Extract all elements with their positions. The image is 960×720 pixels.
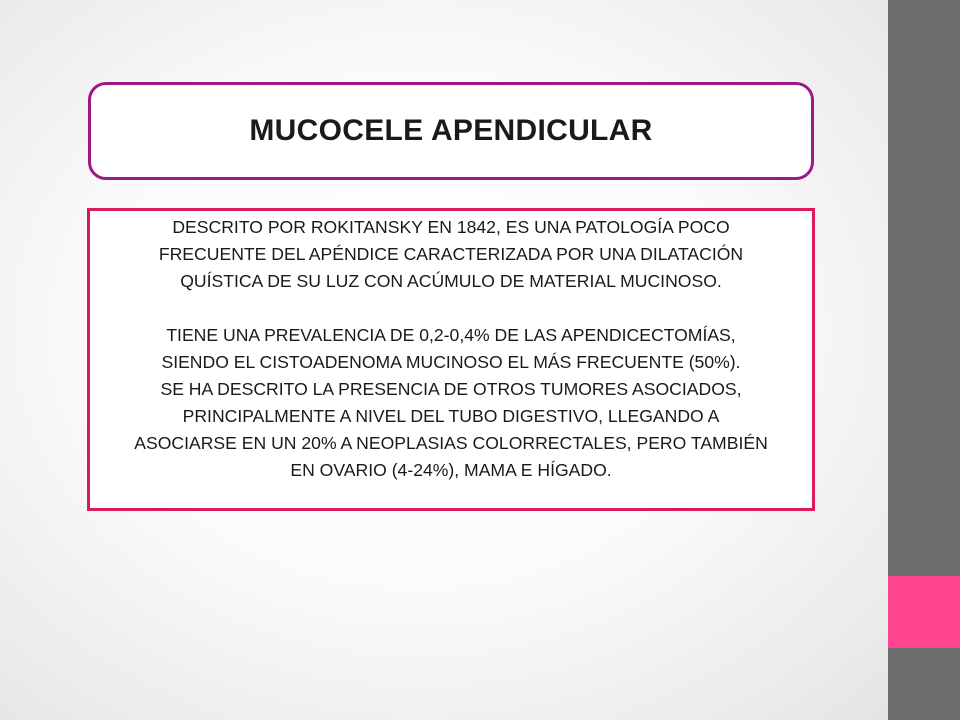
text-line: EN OVARIO (4-24%), MAMA E HÍGADO. — [290, 460, 612, 480]
text-line: QUÍSTICA DE SU LUZ CON ACÚMULO DE MATERIAL MUCINOSO. — [180, 271, 722, 291]
paragraph-prevalence — [94, 322, 808, 376]
text-line: SIENDO EL CISTOADENOMA MUCINOSO EL MÁS FRECUENTE (50%). — [161, 352, 741, 372]
text-line: PRINCIPALMENTE A NIVEL DEL TUBO DIGESTIVO, LLEGANDO A — [182, 406, 720, 426]
text-line: DESCRITO POR ROKITANSKY EN 1842, ES UNA PATOLOGÍA POCO — [172, 217, 730, 237]
text-line: FRECUENTE DEL APÉNDICE CARACTERIZADA POR UNA DILATACIÓN — [158, 244, 744, 264]
slide-title: MUCOCELE APENDICULAR — [249, 114, 653, 147]
title-box — [88, 82, 814, 180]
text-line: TIENE UNA PREVALENCIA DE 0,2-0,4% DE LAS APENDICECTOMÍAS, — [166, 325, 736, 345]
paragraph-associated-tumors — [94, 376, 808, 484]
text-line: ASOCIARSE EN UN 20% A NEOPLASIAS COLORRECTALES, PERO TAMBIÉN — [134, 433, 768, 453]
paragraph-definition — [94, 214, 808, 295]
text-line: SE HA DESCRITO LA PRESENCIA DE OTROS TUMORES ASOCIADOS, — [160, 379, 742, 399]
body-text-box — [87, 208, 815, 511]
side-accent-square — [888, 576, 960, 648]
